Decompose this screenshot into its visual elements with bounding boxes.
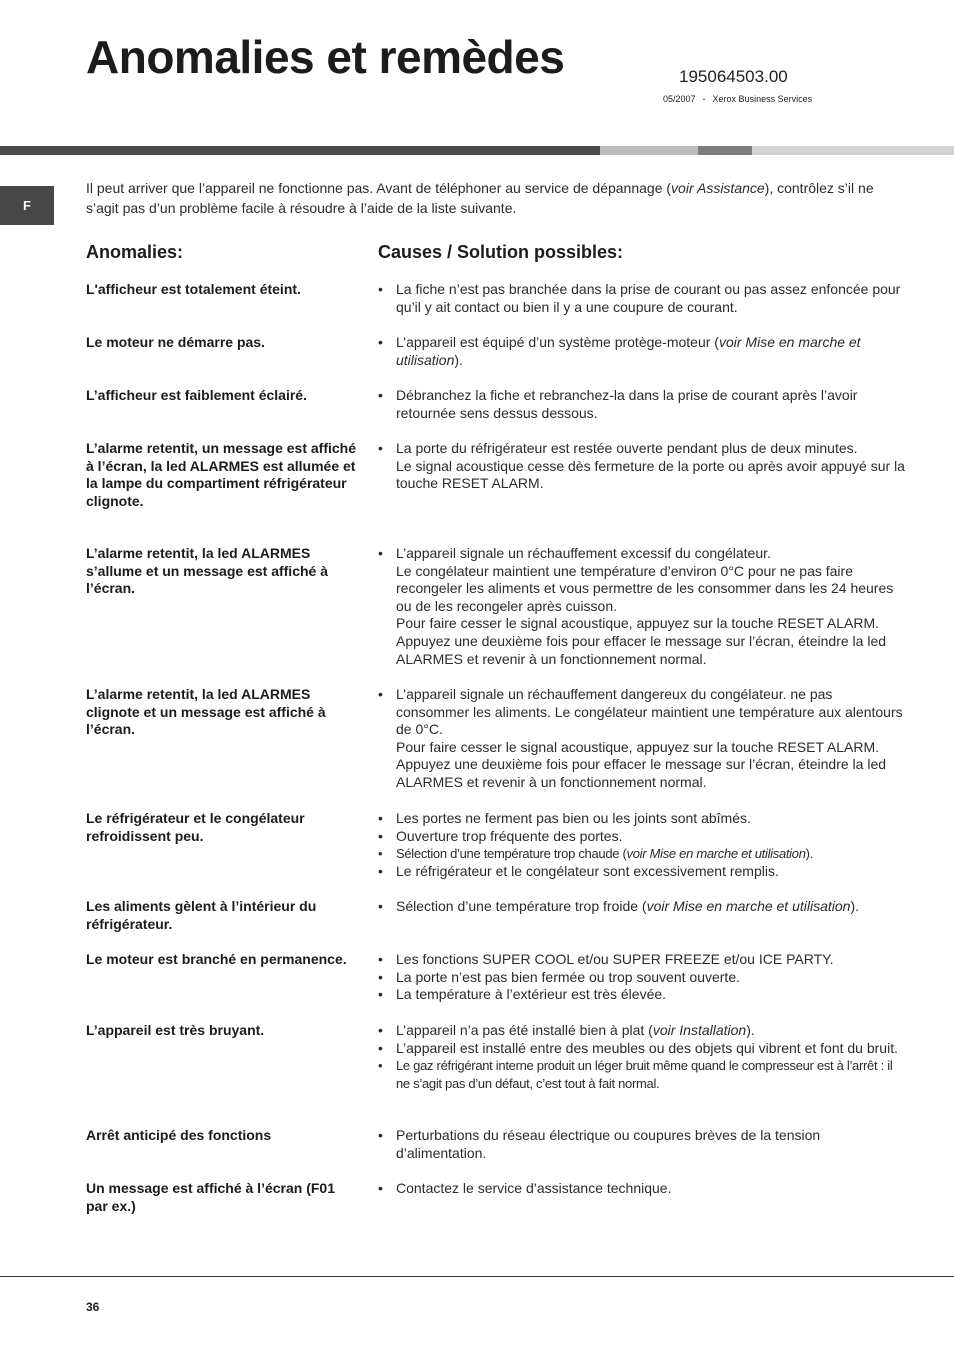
cause-item: [378, 969, 908, 987]
cause-text: Les portes ne ferment pas bien ou les joints sont abîmés.: [396, 810, 751, 826]
page-title: Anomalies et remèdes: [86, 31, 565, 83]
cause-item: [378, 1040, 908, 1058]
cause-item: [378, 828, 908, 846]
bullet-icon: •: [378, 846, 383, 862]
cause-text: ).: [805, 846, 813, 862]
cause-text: Sélection d’une température trop chaude (: [396, 846, 627, 862]
bullet-icon: •: [378, 898, 383, 914]
meta-separator: -: [702, 94, 706, 104]
cause-item: [378, 387, 908, 422]
header-bar-dark: [0, 146, 600, 155]
cause-list: [378, 898, 908, 916]
cause-list: [378, 810, 908, 880]
cause-text: La porte du réfrigérateur est restée ouverte pendant plus de deux minutes. Le signal acoustique cesse dès fermeture de la porte ou après avoir appuyé sur la touche RESET ALARM.: [396, 440, 905, 492]
header-bar-pale: [752, 146, 954, 155]
cause-item: [378, 863, 908, 881]
cause-list: [378, 334, 908, 369]
cause-text: Le gaz réfrigérant interne produit un léger bruit même quand le compresseur est à l’arrêt : il ne s’agit pas d’un défaut, c’est tout à fait normal.: [396, 1058, 893, 1091]
header-bar-mid: [698, 146, 752, 155]
cause-item: [378, 1180, 908, 1198]
anomaly-label: Le moteur ne démarre pas.: [86, 334, 265, 350]
bullet-icon: •: [378, 686, 383, 702]
document-meta: [663, 94, 812, 104]
bullet-icon: •: [378, 810, 383, 826]
anomaly-label: Un message est affiché à l’écran (F01 par ex.): [86, 1180, 335, 1214]
bullet-icon: •: [378, 545, 383, 561]
cause-text: L’appareil est installé entre des meubles ou des objets qui vibrent et font du bruit.: [396, 1039, 898, 1056]
cause-list: [378, 545, 908, 668]
cause-text: L’appareil n’a pas été installé bien à plat (: [396, 1022, 653, 1038]
cause-text: La porte n’est pas bien fermée ou trop souvent ouverte.: [396, 968, 740, 985]
anomaly-label: L’afficheur est faiblement éclairé.: [86, 387, 307, 403]
cause-item: [378, 440, 908, 493]
cause-text: L’appareil est équipé d’un système protège-moteur (: [396, 334, 719, 350]
cause-text: L’appareil signale un réchauffement excessif du congélateur. Le congélateur maintient une température d’environ 0°C pour ne pas faire recongeler les aliments et vous permettre de les consommer dans les 24 heures ou de les recongeler après cuisson. Pour faire cesser le signal acoustique, appuyez sur la touche RESET ALARM. Appuyez une deuxième fois pour effacer le message sur l’écran, éteindre la led ALARMES et revenir à un fonctionnement normal.: [396, 545, 894, 667]
cause-item: [378, 334, 908, 369]
anomaly-label: L'afficheur est totalement éteint.: [86, 281, 301, 297]
anomalies-heading: Anomalies:: [86, 242, 184, 262]
anomaly-label: Le moteur est branché en permanence.: [86, 951, 347, 967]
anomaly-label: L’alarme retentit, la led ALARMES s’allume et un message est affiché à l’écran.: [86, 545, 328, 597]
intro-text: Il peut arriver que l’appareil ne fonctionne pas. Avant de téléphoner au service de dépannage (: [86, 180, 672, 196]
cause-text: La température à l’extérieur est très élevée.: [396, 986, 667, 1003]
bullet-icon: •: [378, 334, 383, 350]
anomaly-label: L’alarme retentit, la led ALARMES clignote et un message est affiché à l’écran.: [86, 686, 326, 738]
cause-text: Le réfrigérateur et le congélateur sont excessivement remplis.: [396, 862, 779, 879]
cause-text: Perturbations du réseau électrique ou coupures brèves de la tension d’alimentation.: [396, 1127, 821, 1161]
cause-list: [378, 686, 908, 792]
cause-item: [378, 1127, 908, 1162]
cause-list: [378, 951, 908, 1004]
cause-text: ).: [454, 351, 463, 368]
cause-item: [378, 686, 908, 792]
cause-list: [378, 1180, 908, 1198]
cause-item: [378, 898, 908, 916]
anomaly-label: Arrêt anticipé des fonctions: [86, 1127, 272, 1143]
bullet-icon: •: [378, 440, 383, 456]
bullet-icon: •: [378, 1180, 383, 1196]
causes-heading: Causes / Solution possibles:: [378, 242, 624, 262]
bullet-icon: •: [378, 1039, 383, 1056]
bullet-icon: •: [378, 387, 383, 403]
cause-list: [378, 387, 908, 422]
cause-item: [378, 951, 908, 969]
cause-list: [378, 1127, 908, 1162]
bullet-icon: •: [378, 862, 383, 879]
bullet-icon: •: [378, 951, 383, 967]
bullet-icon: •: [378, 986, 383, 1003]
document-publisher: Xerox Business Services: [712, 94, 813, 104]
cause-item: [378, 810, 908, 828]
footer-divider: [0, 1276, 954, 1277]
cause-item: [378, 1057, 908, 1092]
document-date: 05/2007: [663, 94, 696, 104]
cause-text: Sélection d’une température trop froide (: [396, 898, 647, 914]
anomaly-label: Le réfrigérateur et le congélateur refroidissent peu.: [86, 810, 305, 844]
cause-reference: voir Mise en marche et utilisation: [626, 846, 806, 862]
intro-paragraph: [86, 178, 906, 218]
bullet-icon: •: [378, 1058, 383, 1074]
bullet-icon: •: [378, 968, 383, 985]
cause-item: [378, 986, 908, 1004]
cause-reference: voir Installation: [652, 1022, 747, 1038]
cause-text: ).: [850, 898, 860, 914]
bullet-icon: •: [378, 281, 383, 297]
intro-text-end: ), contrôlez s’il ne s’agit pas d’un problème facile à résoudre à l’aide de la liste suivante.: [86, 180, 874, 216]
bullet-icon: •: [378, 827, 383, 844]
header-bar-light: [600, 146, 698, 155]
cause-text: La fiche n’est pas branchée dans la prise de courant ou pas assez enfoncée pour qu’il y ait contact ou bien il y a une coupure de courant.: [396, 281, 901, 315]
bullet-icon: •: [378, 1022, 383, 1038]
cause-text: Débranchez la fiche et rebranchez-la dans la prise de courant après l’avoir retournée sens dessus dessous.: [396, 387, 858, 421]
bullet-icon: •: [378, 1127, 383, 1143]
cause-reference: voir Mise en marche et utilisation: [396, 334, 861, 368]
language-tab: F: [0, 186, 54, 225]
cause-reference: voir Mise en marche et utilisation: [646, 898, 851, 914]
cause-item: [378, 545, 908, 668]
anomaly-label: L’alarme retentit, un message est affiché à l’écran, la led ALARMES est allumée et la lampe du compartiment réfrigérateur clignote.: [86, 440, 356, 509]
cause-text: Contactez le service d’assistance technique.: [396, 1180, 672, 1196]
intro-reference: voir Assistance: [671, 180, 765, 196]
anomaly-label: L’appareil est très bruyant.: [86, 1022, 265, 1038]
cause-text: L’appareil signale un réchauffement dangereux du congélateur. ne pas consommer les aliments. Le congélateur maintient une température aux alentours de 0°C. Pour faire cesser le signal acoustique, appuyez sur la touche RESET ALARM. Appuyez une deuxième fois pour effacer le message sur l’écran, éteindre la led ALARMES et revenir à un fonctionnement normal.: [396, 686, 903, 790]
anomaly-label: Les aliments gèlent à l’intérieur du réfrigérateur.: [86, 898, 317, 932]
cause-item: [378, 1022, 908, 1040]
cause-text: ).: [746, 1022, 755, 1038]
cause-list: [378, 440, 908, 493]
cause-list: [378, 281, 908, 316]
cause-item: [378, 281, 908, 316]
cause-text: Ouverture trop fréquente des portes.: [396, 827, 623, 844]
cause-list: [378, 1022, 908, 1092]
cause-item: [378, 845, 908, 863]
page-number: 36: [86, 1300, 100, 1314]
document-code: 195064503.00: [679, 67, 788, 86]
cause-text: Les fonctions SUPER COOL et/ou SUPER FREEZE et/ou ICE PARTY.: [396, 951, 834, 967]
